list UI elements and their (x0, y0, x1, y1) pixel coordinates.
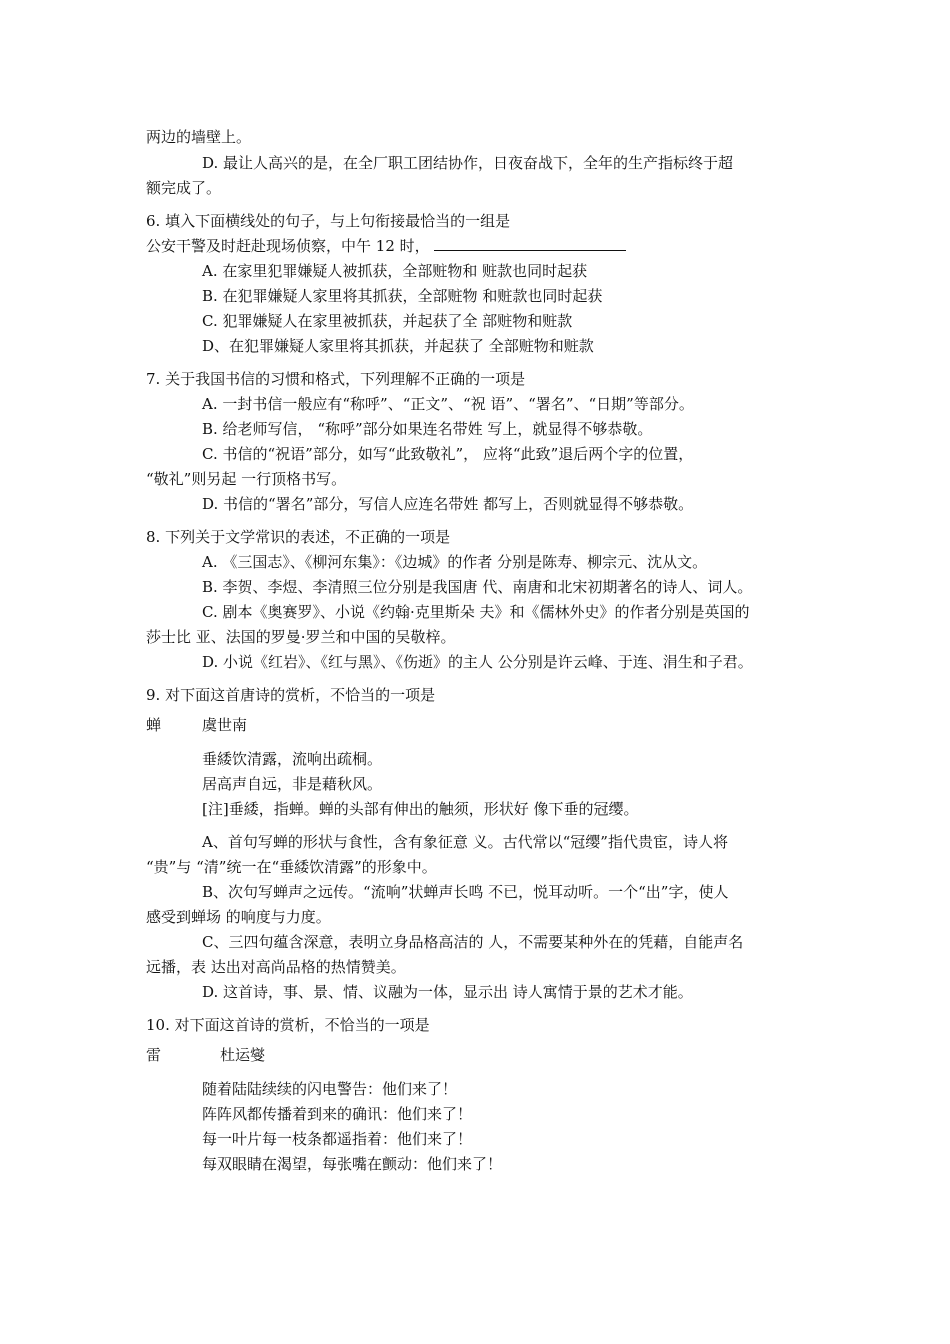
poem-9-note: [注]垂緌，指蝉。蝉的头部有伸出的触须，形状好 像下垂的冠缨。 (202, 800, 639, 818)
question-6-option-d: D、在犯罪嫌疑人家里将其抓获，并起获了 全部赃物和赃款 (202, 337, 594, 355)
poem-10-line-2: 阵阵风都传播着到来的确讯：他们来了！ (202, 1105, 473, 1123)
question-9-option-b-line1: B、次句写蝉声之远传。“流响”状蝉声长鸣 不已，悦耳动听。一个“出”字，使人 (202, 883, 729, 901)
poem-10-title: 雷 (146, 1046, 162, 1064)
question-7-option-a: A. 一封书信一般应有“称呼”、“正文”、“祝 语”、“署名”、“日期”等部分。 (202, 395, 694, 413)
question-8-stem: 8. 下列关于文学常识的表述，不正确的一项是 (146, 528, 451, 546)
poem-10-line-1: 随着陆陆续续的闪电警告：他们来了！ (202, 1080, 458, 1098)
prev-option-d-line2: 额完成了。 (146, 179, 222, 197)
question-7-stem: 7. 关于我国书信的习惯和格式，下列理解不正确的一项是 (146, 370, 526, 388)
answer-blank (434, 236, 626, 251)
question-9-option-c-line1: C、三四句蕴含深意，表明立身品格高洁的 人，不需要某种外在的凭藉，自能声名 (202, 933, 744, 951)
question-7-option-d: D. 书信的“署名”部分，写信人应连名带姓 都写上，否则就显得不够恭敬。 (202, 495, 694, 513)
question-7-option-c-line1: C. 书信的“祝语”部分，如写“此致敬礼”， 应将“此致”退后两个字的位置， (202, 445, 694, 463)
poem-10-line-4: 每双眼睛在渴望，每张嘴在颤动：他们来了！ (202, 1155, 503, 1173)
question-6-option-c: C. 犯罪嫌疑人在家里被抓获，并起获了全 部赃物和赃款 (202, 312, 573, 330)
poem-10-author: 杜运燮 (220, 1046, 266, 1064)
question-6-sentence (146, 236, 626, 258)
poem-9-line-2: 居高声自远，非是藉秋风。 (202, 775, 383, 793)
question-9-option-c-line2: 远播，表 达出对高尚品格的热情赞美。 (146, 958, 406, 976)
question-6-option-a: A. 在家里犯罪嫌疑人被抓获，全部赃物和 赃款也同时起获 (202, 262, 588, 280)
question-8-option-c-line2: 莎士比 亚、法国的罗曼·罗兰和中国的吴敬梓。 (146, 628, 456, 646)
question-9-option-b-line2: 感受到蝉场 的响度与力度。 (146, 908, 331, 926)
question-8-option-d: D. 小说《红岩》、《红与黑》、《伤逝》的主人 公分别是许云峰、于连、涓生和子君。 (202, 653, 753, 671)
prev-option-d-line1: D. 最让人高兴的是，在全厂职工团结协作，日夜奋战下，全年的生产指标终于超 (202, 154, 734, 172)
poem-9-title: 蝉 (146, 716, 162, 734)
question-6-sentence-text: 公安干警及时赶赴现场侦察，中午 12 时， (146, 237, 430, 255)
poem-9-author: 虞世南 (202, 716, 248, 734)
question-8-option-b: B. 李贺、李煜、李清照三位分别是我国唐 代、南唐和北宋初期著名的诗人、词人。 (202, 578, 753, 596)
prev-question-tail: 两边的墙壁上。 (146, 128, 252, 146)
question-9-stem: 9. 对下面这首唐诗的赏析，不恰当的一项是 (146, 686, 436, 704)
question-7-option-b: B. 给老师写信， “称呼”部分如果连名带姓 写上，就显得不够恭敬。 (202, 420, 653, 438)
question-9-option-a-line2: “贵”与 “清”统一在“垂緌饮清露”的形象中。 (146, 858, 437, 876)
question-10-stem: 10. 对下面这首诗的赏析，不恰当的一项是 (146, 1016, 430, 1034)
question-6-stem: 6. 填入下面横线处的句子，与上句衔接最恰当的一组是 (146, 212, 511, 230)
question-8-option-a: A. 《三国志》、《柳河东集》：《边城》的作者 分别是陈寿、柳宗元、沈从文。 (202, 553, 708, 571)
poem-9-line-1: 垂緌饮清露，流响出疏桐。 (202, 750, 383, 768)
question-9-option-a-line1: A、首句写蝉的形状与食性，含有象征意 义。古代常以“冠缨”指代贵宦，诗人将 (202, 833, 728, 851)
question-8-option-c-line1: C. 剧本《奥赛罗》、小说《约翰·克里斯朵 夫》和《儒林外史》的作者分别是英国的 (202, 603, 750, 621)
question-6-option-b: B. 在犯罪嫌疑人家里将其抓获，全部赃物 和赃款也同时起获 (202, 287, 603, 305)
poem-10-line-3: 每一叶片每一枝条都遥指着：他们来了！ (202, 1130, 473, 1148)
question-7-option-c-line2: “敬礼”则另起 一行顶格书写。 (146, 470, 347, 488)
question-9-option-d: D. 这首诗，事、景、情、议融为一体，显示出 诗人寓情于景的艺术才能。 (202, 983, 693, 1001)
